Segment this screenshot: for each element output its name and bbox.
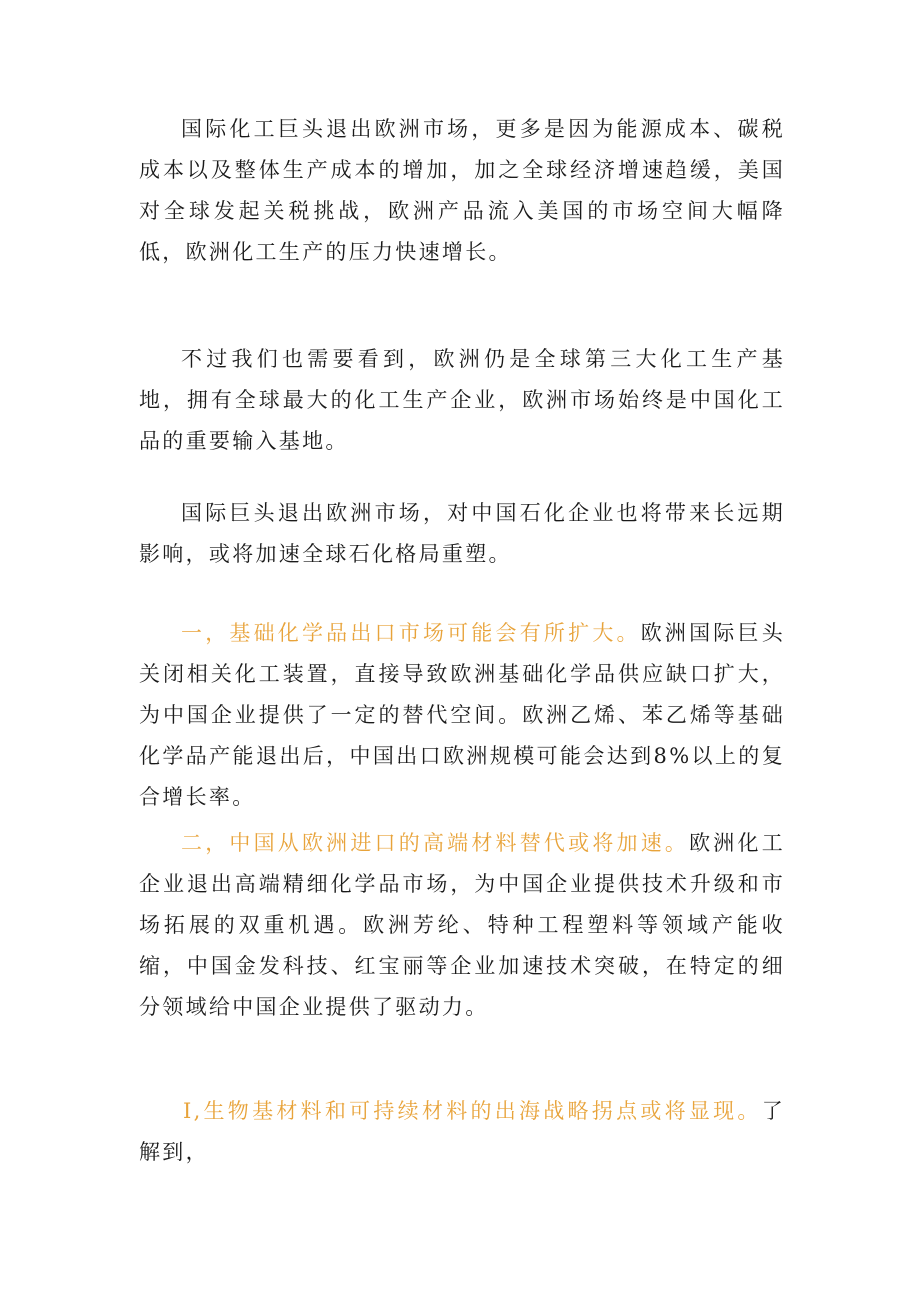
paragraph-energy-costs <box>139 109 785 273</box>
paragraph-text: 不过我们也需要看到，欧洲仍是全球第三大化工生产基地，拥有全球最大的化工生产企业，欧洲市场始终是中国化工品的重要输入基地。 <box>139 347 785 453</box>
paragraph-text: 国际化工巨头退出欧洲市场，更多是因为能源成本、碳税成本以及整体生产成本的增加，加之全球经济增速趋缓，美国对全球发起关税挑战，欧洲产品流入美国的市场空间大幅降低，欧洲化工生产的压力快速增长。 <box>139 117 785 264</box>
paragraph-point-one <box>139 613 785 818</box>
paragraph-text: 了解到， <box>139 1099 785 1164</box>
point-one-heading: 一，基础化学品出口市场可能会有所扩大。 <box>181 621 641 645</box>
point-three-heading: I,生物基材料和可持续材料的出海战略拐点或将显现。 <box>183 1099 762 1123</box>
paragraph-point-two <box>139 823 785 1028</box>
paragraph-global-reshaping <box>139 493 785 575</box>
paragraph-text: 国际巨头退出欧洲市场，对中国石化企业也将带来长远期影响，或将加速全球石化格局重塑。 <box>139 501 785 566</box>
point-two-heading: 二，中国从欧洲进口的高端材料替代或将加速。 <box>181 831 690 855</box>
paragraph-text: 欧洲国际巨头关闭相关化工装置，直接导致欧洲基础化学品供应缺口扩大，为中国企业提供了一定的替代空间。欧洲乙烯、苯乙烯等基础化学品产能退出后，中国出口欧洲规模可能会达到8%以上的复合增长率。 <box>139 621 785 809</box>
paragraph-europe-base <box>139 339 785 462</box>
paragraph-text: 欧洲化工企业退出高端精细化学品市场，为中国企业提供技术升级和市场拓展的双重机遇。欧洲芳纶、特种工程塑料等领域产能收缩，中国金发科技、红宝丽等企业加速技术突破，在特定的细分领域给中国企业提供了驱动力。 <box>139 831 785 1019</box>
paragraph-point-three <box>139 1091 785 1173</box>
